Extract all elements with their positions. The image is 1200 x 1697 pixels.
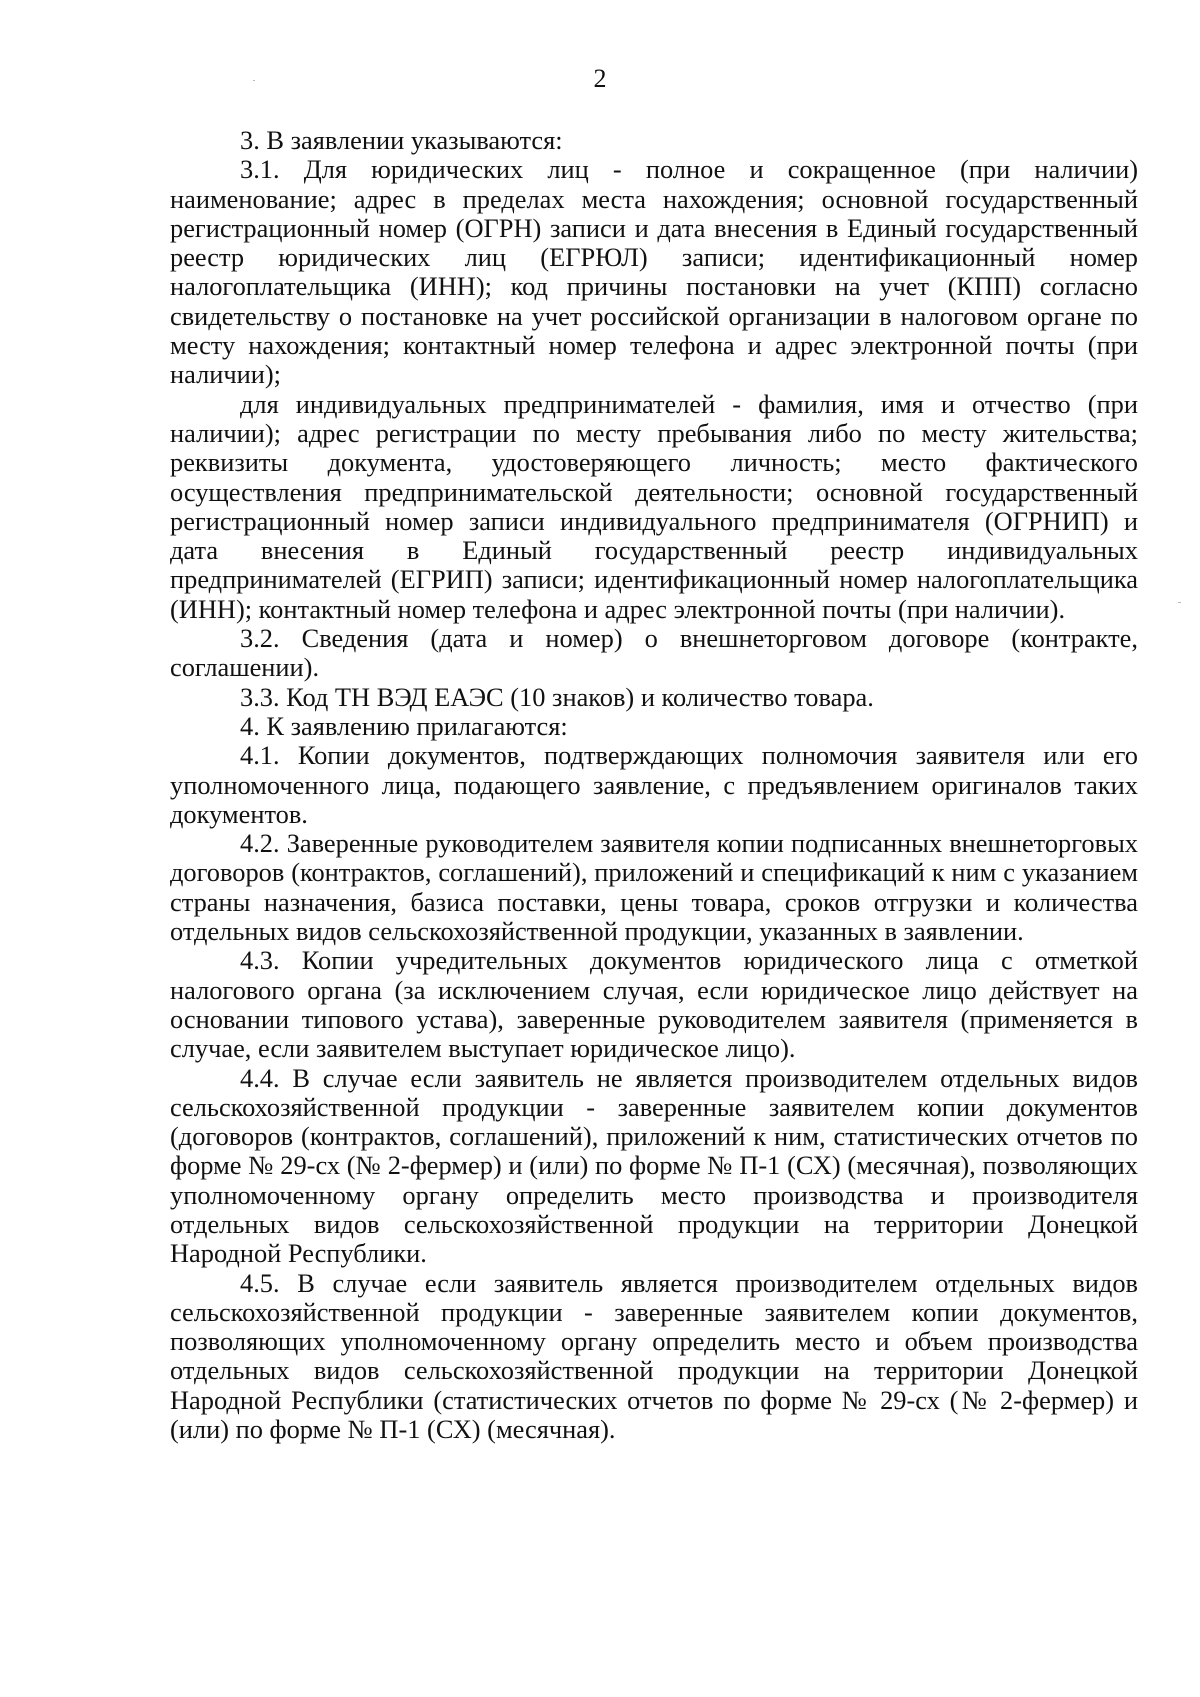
paragraph-4-heading: 4. К заявлению прилагаются: [240, 710, 568, 741]
paragraph-4-1: 4.1. Копии документов, подтверждающих полномочия заявителя или его уполномоченного лица, подающего заявление, с предъявлением оригиналов таких документов. [170, 740, 1138, 829]
paragraph-3-1-individual-entrepreneurs: для индивидуальных предпринимателей - фамилия, имя и отчество (при наличии); адрес регистрации по месту пребывания либо по месту жительства; реквизиты документа, удостоверяющего личность; место фактического осуществления предпринимательской деятельности; основной государственный регистрационный номер записи индивидуального предпринимателя (ОГРНИП) и дата внесения в Единый государственный реестр индивидуальных предпринимателей (ЕГРИП) записи; идентификационный номер налогоплательщика (ИНН); контактный номер телефона и адрес электронной почты (при наличии). [170, 388, 1138, 624]
paragraph-4-5: 4.5. В случае если заявитель является производителем отдельных видов сельскохозяйственной продукции - заверенные заявителем копии документов, позволяющих уполномоченному органу определить место и объем производства отдельных видов сельскохозяйственной продукции на территории Донецкой Народной Республики (статистических отчетов по форме № 29-сх (№ 2-фермер) и (или) по форме № П-1 (СХ) (месячная). [170, 1267, 1138, 1445]
paragraph-3-2: 3.2. Сведения (дата и номер) о внешнеторговом договоре (контракте, соглашении). [170, 623, 1138, 683]
paragraph-3-heading: 3. В заявлении указываются: [240, 125, 563, 155]
page-number: 2 [593, 64, 607, 93]
paragraph-4-2: 4.2. Заверенные руководителем заявителя копии подписанных внешнеторговых договоров (контрактов, соглашений), приложений и спецификаций к ним с указанием страны назначения, базиса поставки, цены товара, сроков отгрузки и количества отдельных видов сельскохозяйственной продукции, указанных в заявлении. [170, 828, 1138, 947]
paragraph-4-3: 4.3. Копии учредительных документов юридического лица с отметкой налогового органа (за исключением случая, если юридическое лицо действует на основании типового устава), заверенные руководителем заявителя (применяется в случае, если заявителем выступает юридическое лицо). [170, 945, 1138, 1064]
paragraph-4-4: 4.4. В случае если заявитель не является производителем отдельных видов сельскохозяйственной продукции - заверенные заявителем копии документов (договоров (контрактов, соглашений), приложений к ним, статистических отчетов по форме № 29-сх (№ 2-фермер) и (или) по форме № П-1 (СХ) (месячная), позволяющих уполномоченному органу определить место производства и производителя отдельных видов сельскохозяйственной продукции на территории Донецкой Народной Республики. [170, 1062, 1138, 1269]
document-body [170, 126, 1138, 1444]
paragraph-3-1-legal-entities: 3.1. Для юридических лиц - полное и сокращенное (при наличии) наименование; адрес в пределах места нахождения; основной государственный регистрационный номер (ОГРН) записи и дата внесения в Единый государственный реестр юридических лиц (ЕГРЮЛ) записи; идентификационный номер налогоплательщика (ИНН); код причины постановки на учет (КПП) согласно свидетельству о постановке на учет российской организации в налоговом органе по месту нахождения; контактный номер телефона и адрес электронной почты (при наличии); [170, 154, 1138, 390]
scan-speck [1178, 602, 1181, 603]
paragraph-3-3: 3.3. Код ТН ВЭД ЕАЭС (10 знаков) и количество товара. [240, 681, 874, 712]
